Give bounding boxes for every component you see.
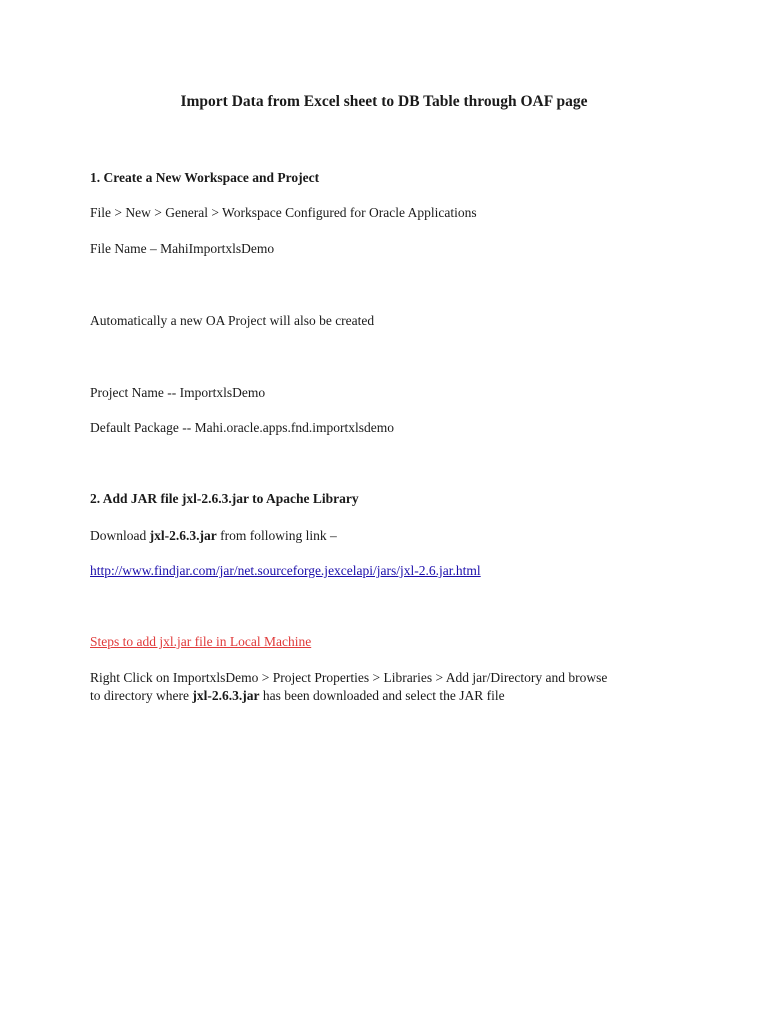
section2-download-line — [90, 527, 337, 545]
steps-link[interactable]: Steps to add jxl.jar file in Local Machine — [90, 634, 312, 649]
download-jar-name: jxl-2.6.3.jar — [149, 528, 217, 543]
instruction-line-2 — [90, 687, 505, 705]
instruction-line-1: Right Click on ImportxlsDemo > Project Properties > Libraries > Add jar/Directory and browse — [90, 670, 608, 685]
section1-file-name: File Name – MahiImportxlsDemo — [90, 241, 275, 256]
section2-heading: 2. Add JAR file jxl-2.6.3.jar to Apache Library — [90, 491, 359, 506]
instruction-prefix: to directory where — [90, 688, 193, 703]
section1-project-name: Project Name -- ImportxlsDemo — [90, 385, 266, 400]
section1-auto-note: Automatically a new OA Project will also be created — [90, 313, 375, 328]
instruction-jar-name: jxl-2.6.3.jar — [192, 688, 260, 703]
download-prefix: Download — [90, 528, 150, 543]
section1-menu-path: File > New > General > Workspace Configured for Oracle Applications — [90, 205, 477, 220]
findjar-link[interactable]: http://www.findjar.com/jar/net.sourceforge.jexcelapi/jars/jxl-2.6.jar.html — [90, 563, 481, 578]
section1-heading: 1. Create a New Workspace and Project — [90, 170, 320, 185]
section1-default-package: Default Package -- Mahi.oracle.apps.fnd.importxlsdemo — [90, 420, 395, 435]
instruction-suffix: has been downloaded and select the JAR file — [259, 688, 505, 703]
download-suffix: from following link – — [216, 528, 337, 543]
page-title: Import Data from Excel sheet to DB Table through OAF page — [180, 93, 588, 110]
